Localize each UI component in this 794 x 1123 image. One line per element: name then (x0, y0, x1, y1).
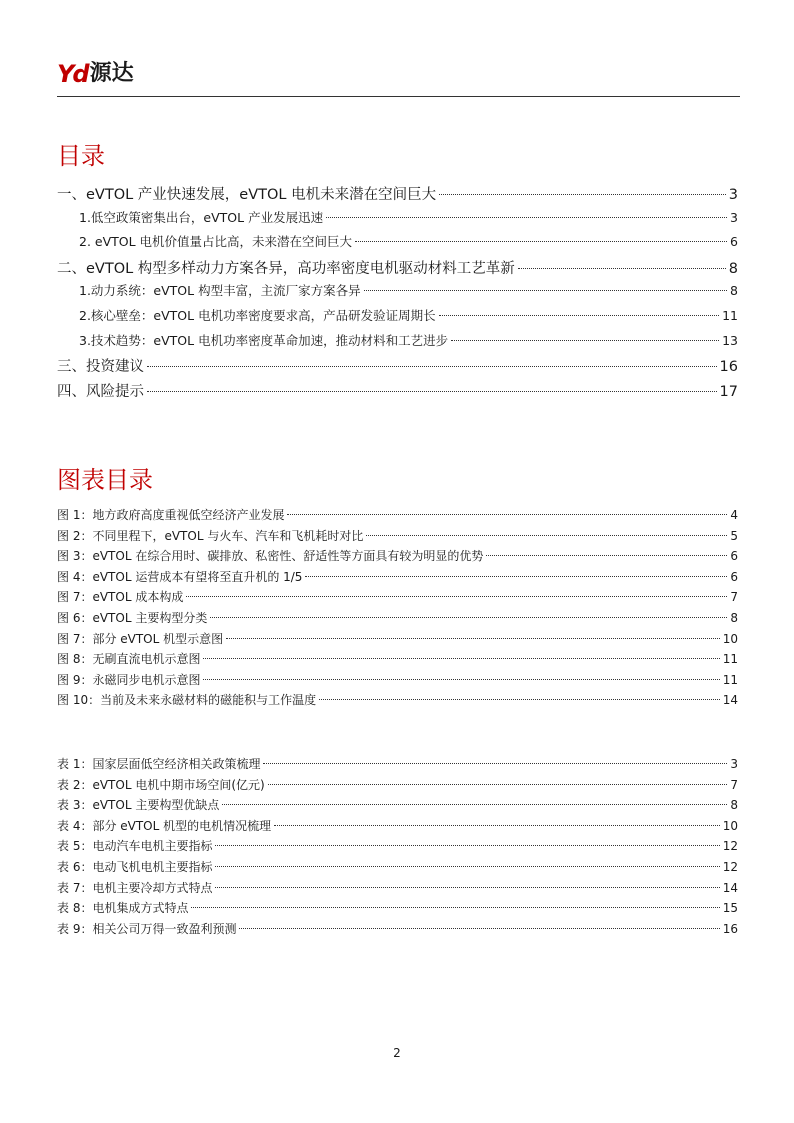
toc-entry[interactable] (57, 331, 738, 356)
dot-leader (203, 658, 719, 659)
toc-entry-label: 四、风险提示 (57, 383, 144, 400)
dot-leader (210, 617, 727, 618)
toc-entry[interactable] (57, 208, 738, 233)
dot-leader (186, 596, 727, 597)
toc-entry-page: 8 (730, 283, 738, 299)
table-entry-page: 12 (722, 859, 738, 874)
table-entry-label: 表 7：电机主要冷却方式特点 (57, 880, 213, 895)
toc-list (57, 183, 738, 404)
table-entry-label: 表 9：相关公司万得一致盈利预测 (57, 921, 237, 936)
dot-leader (226, 638, 720, 639)
dot-leader (222, 804, 727, 805)
toc-entry-label: 3.技术趋势：eVTOL 电机功率密度革命加速，推动材料和工艺进步 (79, 332, 449, 348)
figure-entry[interactable] (57, 691, 738, 712)
table-entry-label: 表 4：部分 eVTOL 机型的电机情况梳理 (57, 818, 272, 833)
dot-leader (364, 290, 727, 291)
table-entry[interactable] (57, 920, 738, 941)
dot-leader (239, 928, 719, 929)
table-entry[interactable] (57, 837, 738, 858)
dot-leader (439, 315, 720, 316)
toc-entry-page: 3 (730, 209, 738, 225)
toc-entry-page: 8 (728, 260, 738, 277)
figure-entry-page: 11 (722, 672, 738, 687)
figure-entry-page: 7 (730, 590, 738, 605)
figure-entry-page: 6 (730, 549, 738, 564)
toc-title: 目录 (57, 142, 105, 170)
table-entry-label: 表 1：国家层面低空经济相关政策梳理 (57, 757, 261, 771)
table-entry-label: 表 6：电动飞机电机主要指标 (57, 859, 213, 874)
table-entry[interactable] (57, 796, 738, 817)
figure-entry-page: 8 (730, 610, 738, 625)
figure-entry[interactable] (57, 630, 738, 651)
toc-entry-label: 三、投资建议 (57, 359, 144, 376)
logo-text: 源达 (89, 61, 134, 86)
table-entry[interactable] (57, 858, 738, 879)
table-index-list (57, 755, 738, 940)
toc-entry-page: 13 (722, 332, 738, 348)
figure-entry[interactable] (57, 671, 738, 692)
figure-entry-label: 图 8：无刷直流电机示意图 (57, 652, 201, 667)
table-entry[interactable] (57, 776, 738, 797)
dot-leader (287, 514, 727, 515)
dot-leader (451, 340, 719, 341)
toc-entry[interactable] (57, 355, 738, 380)
page-header (57, 58, 740, 97)
figure-entry-page: 5 (730, 528, 738, 543)
figure-entry[interactable] (57, 650, 738, 671)
table-entry-page: 8 (730, 798, 738, 813)
figure-entry-page: 4 (730, 508, 738, 522)
dot-leader (274, 825, 720, 826)
dot-leader (518, 268, 726, 269)
toc-entry-label: 1.动力系统：eVTOL 构型丰富，主流厂家方案各异 (79, 283, 361, 299)
figure-entry-page: 6 (730, 569, 738, 584)
figure-entry-label: 图 1：地方政府高度重视低空经济产业发展 (57, 508, 285, 522)
toc-entry-page: 6 (730, 234, 738, 250)
dot-leader (191, 907, 719, 908)
figure-entry-label: 图 4：eVTOL 运营成本有望将至直升机的 1/5 (57, 569, 303, 584)
dot-leader (326, 217, 727, 218)
dot-leader (215, 866, 719, 867)
figure-entry-label: 图 7：部分 eVTOL 机型示意图 (57, 631, 224, 646)
table-entry-label: 表 2：eVTOL 电机中期市场空间(亿元) (57, 777, 265, 792)
figure-index-list (57, 506, 738, 712)
figure-entry-label: 图 10：当前及未来永磁材料的磁能积与工作温度 (57, 693, 317, 708)
table-entry[interactable] (57, 755, 738, 776)
dot-leader (355, 241, 727, 242)
dot-leader (366, 535, 727, 536)
toc-entry[interactable] (57, 380, 738, 405)
toc-entry-page: 3 (728, 187, 738, 203)
table-entry-page: 16 (722, 921, 738, 936)
toc-entry[interactable] (57, 306, 738, 331)
table-entry-page: 7 (730, 777, 738, 792)
toc-entry-page: 17 (719, 383, 738, 400)
figure-entry-label: 图 2：不同里程下，eVTOL 与火车、汽车和飞机耗时对比 (57, 528, 364, 543)
toc-entry-label: 一、eVTOL 产业快速发展，eVTOL 电机未来潜在空间巨大 (57, 187, 437, 203)
toc-entry-page: 16 (719, 359, 738, 376)
toc-entry-label: 2. eVTOL 电机价值量占比高，未来潜在空间巨大 (79, 234, 353, 250)
figure-index-title: 图表目录 (57, 466, 153, 494)
figure-entry-label: 图 6：eVTOL 主要构型分类 (57, 610, 208, 625)
toc-entry[interactable] (57, 257, 738, 282)
figure-entry-label: 图 7：eVTOL 成本构成 (57, 590, 184, 605)
table-entry-page: 3 (730, 757, 738, 771)
figure-entry[interactable] (57, 547, 738, 568)
table-entry[interactable] (57, 899, 738, 920)
figure-entry-page: 11 (722, 652, 738, 667)
table-entry[interactable] (57, 817, 738, 838)
figure-entry[interactable] (57, 506, 738, 527)
toc-entry-label: 二、eVTOL 构型多样动力方案各异，高功率密度电机驱动材料工艺革新 (57, 260, 515, 277)
table-entry-label: 表 5：电动汽车电机主要指标 (57, 839, 213, 854)
table-entry[interactable] (57, 879, 738, 900)
dot-leader (305, 576, 727, 577)
company-logo (57, 62, 134, 86)
toc-entry[interactable] (57, 281, 738, 306)
table-entry-label: 表 8：电机集成方式特点 (57, 901, 189, 916)
dot-leader (486, 555, 727, 556)
figure-entry-label: 图 3：eVTOL 在综合用时、碳排放、私密性、舒适性等方面具有较为明显的优势 (57, 549, 484, 564)
dot-leader (268, 784, 728, 785)
table-entry-page: 10 (722, 818, 738, 833)
table-entry-page: 14 (722, 880, 738, 895)
table-entry-page: 15 (722, 901, 738, 916)
page-number: 2 (393, 1046, 401, 1060)
toc-entry-page: 11 (722, 307, 738, 323)
dot-leader (215, 845, 719, 846)
dot-leader (263, 763, 727, 764)
toc-entry[interactable] (57, 232, 738, 257)
figure-entry[interactable] (57, 527, 738, 548)
figure-entry[interactable] (57, 588, 738, 609)
dot-leader (439, 194, 726, 195)
dot-leader (203, 679, 719, 680)
figure-entry-page: 14 (722, 693, 738, 708)
toc-entry[interactable] (57, 183, 738, 208)
toc-entry-label: 1.低空政策密集出台，eVTOL 产业发展迅速 (79, 209, 324, 225)
figure-entry[interactable] (57, 609, 738, 630)
toc-entry-label: 2.核心壁垒：eVTOL 电机功率密度要求高，产品研发验证周期长 (79, 307, 436, 323)
table-entry-label: 表 3：eVTOL 主要构型优缺点 (57, 798, 220, 813)
dot-leader (319, 699, 720, 700)
table-entry-page: 12 (722, 839, 738, 854)
dot-leader (215, 887, 719, 888)
figure-entry-label: 图 9：永磁同步电机示意图 (57, 672, 201, 687)
figure-entry[interactable] (57, 568, 738, 589)
logo-mark: Yd (57, 60, 88, 88)
figure-entry-page: 10 (722, 631, 738, 646)
dot-leader (147, 391, 717, 392)
dot-leader (147, 366, 717, 367)
